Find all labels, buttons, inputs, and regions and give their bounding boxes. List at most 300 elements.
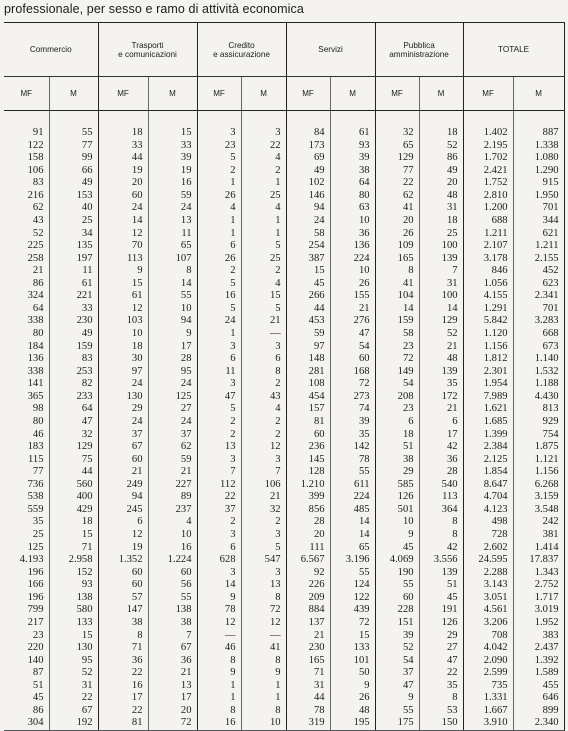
cell-credito-mf: 4 <box>197 202 241 215</box>
cell-pubblica-mf: 10 <box>375 516 419 529</box>
cell-servizi-mf: 856 <box>286 504 330 517</box>
cell-commercio-m: 44 <box>49 466 98 479</box>
cell-servizi-mf: 165 <box>286 655 330 668</box>
cell-trasporti-m: 125 <box>148 391 197 404</box>
cell-trasporti-m: 8 <box>148 265 197 278</box>
cell-servizi-m: 224 <box>330 253 375 266</box>
cell-trasporti-mf: 17 <box>98 692 148 705</box>
cell-totale-mf: 2.125 <box>463 454 513 467</box>
cell-totale-m: 1.211 <box>513 240 564 253</box>
cell-trasporti-m: 27 <box>148 403 197 416</box>
cell-totale-mf: 2.810 <box>463 190 513 203</box>
cell-commercio-m: 15 <box>49 630 98 643</box>
cell-commercio-m: 197 <box>49 253 98 266</box>
cell-credito-m: 25 <box>241 253 286 266</box>
cell-commercio-mf: 220 <box>27 642 44 654</box>
cell-credito-m: 32 <box>241 504 286 517</box>
cell-trasporti-mf: 147 <box>98 604 148 617</box>
cell-credito-mf: 3 <box>197 378 241 391</box>
spacer-row <box>4 111 564 128</box>
cell-servizi-mf: 78 <box>286 705 330 718</box>
cell-servizi-m: 63 <box>330 202 375 215</box>
cell-pubblica-m: 191 <box>419 604 463 617</box>
cell-trasporti-m: 19 <box>148 165 197 178</box>
table-row <box>4 705 564 718</box>
group-header-totale <box>463 23 564 77</box>
cell-credito-mf: 22 <box>197 491 241 504</box>
cell-pubblica-mf: 126 <box>375 491 419 504</box>
table-row <box>4 504 564 517</box>
cell-pubblica-mf: 149 <box>375 366 419 379</box>
cell-servizi-mf: 60 <box>286 429 330 442</box>
cell-pubblica-m: 126 <box>419 617 463 630</box>
cell-commercio-m: 130 <box>49 642 98 655</box>
cell-pubblica-mf: 29 <box>375 466 419 479</box>
cell-totale-mf: 498 <box>463 516 513 529</box>
cell-totale-m: 1.338 <box>513 140 564 153</box>
cell-credito-m: 3 <box>241 567 286 580</box>
cell-commercio-mf: 559 <box>27 503 44 515</box>
cell-commercio-m: 93 <box>49 579 98 592</box>
group-header-commercio <box>4 23 98 77</box>
cell-credito-mf: 24 <box>197 315 241 328</box>
table-row <box>4 529 564 542</box>
cell-servizi-mf: 1.210 <box>286 479 330 492</box>
cell-totale-mf: 708 <box>463 630 513 643</box>
cell-trasporti-m: 107 <box>148 253 197 266</box>
cell-commercio-m: 32 <box>49 429 98 442</box>
cell-credito-mf: 1 <box>197 228 241 241</box>
cell-totale-mf: 1.621 <box>463 403 513 416</box>
cell-trasporti-mf: 12 <box>98 303 148 316</box>
cell-servizi-mf: 6.567 <box>286 554 330 567</box>
cell-trasporti-m: 56 <box>148 579 197 592</box>
cell-pubblica-m: 42 <box>419 542 463 555</box>
cell-credito-m: — <box>241 328 286 341</box>
cell-credito-m: 21 <box>241 491 286 504</box>
cell-totale-mf: 1.211 <box>463 228 513 241</box>
cell-servizi-m: 72 <box>330 617 375 630</box>
cell-totale-mf: 846 <box>463 265 513 278</box>
cell-servizi-m: 74 <box>330 403 375 416</box>
cell-credito-mf: 3 <box>197 529 241 542</box>
cell-commercio-m: 67 <box>49 705 98 718</box>
cell-pubblica-mf: 52 <box>375 642 419 655</box>
cell-credito-m: 2 <box>241 378 286 391</box>
cell-pubblica-m: 150 <box>419 717 463 730</box>
cell-totale-mf: 2.288 <box>463 567 513 580</box>
cell-commercio-mf: 216 <box>27 189 44 201</box>
cell-totale-mf: 3.051 <box>463 592 513 605</box>
cell-credito-mf: 6 <box>197 542 241 555</box>
cell-trasporti-m: 24 <box>148 202 197 215</box>
cell-servizi-m: 276 <box>330 315 375 328</box>
sub-header-cell: MF <box>197 77 241 111</box>
cell-credito-m: 3 <box>241 341 286 354</box>
cell-credito-m: 7 <box>241 466 286 479</box>
cell-servizi-mf: 24 <box>286 215 330 228</box>
cell-credito-m: 25 <box>241 190 286 203</box>
cell-credito-mf: 14 <box>197 579 241 592</box>
cell-servizi-m: 65 <box>330 542 375 555</box>
cell-commercio-m: 52 <box>49 667 98 680</box>
group-header-label: Trasporti <box>131 40 164 50</box>
cell-credito-mf: 112 <box>197 479 241 492</box>
cell-totale-mf: 3.206 <box>463 617 513 630</box>
cell-credito-m: 4 <box>241 278 286 291</box>
cell-trasporti-mf: 18 <box>98 341 148 354</box>
cell-servizi-m: 15 <box>330 630 375 643</box>
cell-totale-mf: 2.107 <box>463 240 513 253</box>
group-header-label: e assicurazione <box>213 49 270 59</box>
cell-servizi-m: 122 <box>330 592 375 605</box>
table-row <box>4 592 564 605</box>
cell-trasporti-m: 65 <box>148 240 197 253</box>
cell-trasporti-m: 94 <box>148 315 197 328</box>
cell-servizi-mf: 84 <box>286 127 330 140</box>
cell-pubblica-mf: 38 <box>375 454 419 467</box>
cell-credito-mf: 5 <box>197 403 241 416</box>
cell-totale-mf: 8.647 <box>463 479 513 492</box>
group-header-servizi <box>286 23 375 77</box>
cell-trasporti-mf: 70 <box>98 240 148 253</box>
cell-trasporti-m: 20 <box>148 705 197 718</box>
cell-credito-mf: 1 <box>197 328 241 341</box>
cell-credito-mf: 13 <box>197 441 241 454</box>
sub-header-cell: MF <box>98 77 148 111</box>
cell-trasporti-mf: 10 <box>98 328 148 341</box>
cell-pubblica-m: 17 <box>419 429 463 442</box>
cell-commercio-m: 83 <box>49 353 98 366</box>
cell-pubblica-m: 31 <box>419 202 463 215</box>
cell-trasporti-mf: 81 <box>98 717 148 730</box>
cell-totale-mf: 728 <box>463 529 513 542</box>
cell-totale-m: 3.019 <box>513 604 564 617</box>
table-row <box>4 378 564 391</box>
cell-pubblica-m: 48 <box>419 353 463 366</box>
cell-servizi-mf: 94 <box>286 202 330 215</box>
cell-commercio-mf: 799 <box>27 604 44 616</box>
cell-totale-m: 17.837 <box>513 554 564 567</box>
cell-trasporti-m: 1.224 <box>148 554 197 567</box>
cell-pubblica-mf: 23 <box>375 403 419 416</box>
cell-totale-m: 3.548 <box>513 504 564 517</box>
cell-trasporti-mf: 113 <box>98 253 148 266</box>
cell-totale-m: 887 <box>513 127 564 140</box>
cell-trasporti-m: 36 <box>148 655 197 668</box>
cell-pubblica-m: 27 <box>419 642 463 655</box>
table-row <box>4 416 564 429</box>
table-row <box>4 403 564 416</box>
cell-totale-mf: 3.910 <box>463 717 513 730</box>
cell-commercio-m: 192 <box>49 717 98 730</box>
cell-pubblica-mf: 6 <box>375 416 419 429</box>
cell-commercio-m: 77 <box>49 140 98 153</box>
cell-servizi-m: 9 <box>330 680 375 693</box>
cell-credito-m: 12 <box>241 441 286 454</box>
cell-pubblica-mf: 54 <box>375 378 419 391</box>
cell-totale-m: 2.752 <box>513 579 564 592</box>
cell-servizi-m: 26 <box>330 692 375 705</box>
cell-totale-mf: 5.842 <box>463 315 513 328</box>
cell-totale-m: 1.140 <box>513 353 564 366</box>
cell-credito-mf: 5 <box>197 152 241 165</box>
cell-totale-m: 455 <box>513 680 564 693</box>
cell-servizi-mf: 45 <box>286 278 330 291</box>
cell-totale-m: 242 <box>513 516 564 529</box>
cell-commercio-m: 99 <box>49 152 98 165</box>
table-row <box>4 516 564 529</box>
cell-credito-mf: 9 <box>197 667 241 680</box>
cell-pubblica-m: 139 <box>419 253 463 266</box>
cell-totale-m: 2.437 <box>513 642 564 655</box>
cell-commercio-mf: 43 <box>32 214 44 226</box>
cell-credito-mf: 8 <box>197 705 241 718</box>
cell-credito-mf: 2 <box>197 516 241 529</box>
sub-header-cell: MF <box>4 77 49 111</box>
cell-commercio-mf: 217 <box>27 616 44 628</box>
cell-servizi-m: 21 <box>330 303 375 316</box>
cell-credito-m: 43 <box>241 391 286 404</box>
cell-credito-mf: 78 <box>197 604 241 617</box>
cell-trasporti-mf: 36 <box>98 655 148 668</box>
cell-commercio-mf: 158 <box>27 152 44 164</box>
cell-pubblica-mf: 190 <box>375 567 419 580</box>
cell-totale-m: 899 <box>513 705 564 718</box>
cell-commercio-m: 159 <box>49 341 98 354</box>
cell-credito-mf: 26 <box>197 190 241 203</box>
cell-servizi-mf: 49 <box>286 165 330 178</box>
cell-commercio-m: 133 <box>49 617 98 630</box>
cell-trasporti-mf: 60 <box>98 579 148 592</box>
cell-trasporti-mf: 20 <box>98 177 148 190</box>
statistics-table-sheet <box>4 22 564 729</box>
table-row <box>4 240 564 253</box>
cell-trasporti-m: 55 <box>148 290 197 303</box>
cell-credito-m: 547 <box>241 554 286 567</box>
cell-servizi-mf: 145 <box>286 454 330 467</box>
cell-pubblica-m: 21 <box>419 341 463 354</box>
cell-commercio-mf: 91 <box>32 127 44 138</box>
cell-totale-m: 1.121 <box>513 454 564 467</box>
cell-totale-m: 3.159 <box>513 491 564 504</box>
cell-pubblica-mf: 37 <box>375 667 419 680</box>
cell-pubblica-mf: 165 <box>375 253 419 266</box>
table-row <box>4 441 564 454</box>
cell-credito-m: 5 <box>241 542 286 555</box>
cell-trasporti-m: 17 <box>148 341 197 354</box>
cell-trasporti-mf: 14 <box>98 215 148 228</box>
cell-credito-m: 6 <box>241 353 286 366</box>
cell-totale-mf: 2.384 <box>463 441 513 454</box>
cell-credito-mf: 6 <box>197 240 241 253</box>
cell-credito-m: 4 <box>241 152 286 165</box>
cell-pubblica-m: 6 <box>419 416 463 429</box>
cell-pubblica-m: 35 <box>419 680 463 693</box>
cell-trasporti-mf: 1.352 <box>98 554 148 567</box>
cell-commercio-mf: 140 <box>27 654 44 666</box>
table-row <box>4 630 564 643</box>
cell-pubblica-mf: 32 <box>375 127 419 140</box>
cell-credito-m: 72 <box>241 604 286 617</box>
cell-servizi-mf: 102 <box>286 177 330 190</box>
cell-commercio-m: 230 <box>49 315 98 328</box>
cell-pubblica-mf: 228 <box>375 604 419 617</box>
cell-trasporti-m: 55 <box>148 592 197 605</box>
cell-credito-mf: 3 <box>197 454 241 467</box>
cell-totale-mf: 24.595 <box>463 554 513 567</box>
cell-commercio-mf: 196 <box>27 591 44 603</box>
cell-trasporti-mf: 22 <box>98 705 148 718</box>
cell-credito-m: 1 <box>241 177 286 190</box>
cell-commercio-mf: 25 <box>32 529 44 540</box>
cell-credito-m: 1 <box>241 215 286 228</box>
cell-credito-m: 12 <box>241 617 286 630</box>
cell-commercio-m: 580 <box>49 604 98 617</box>
cell-servizi-m: 55 <box>330 466 375 479</box>
cell-pubblica-m: 53 <box>419 705 463 718</box>
cell-trasporti-mf: 21 <box>98 466 148 479</box>
cell-trasporti-mf: 61 <box>98 290 148 303</box>
cell-servizi-m: 26 <box>330 278 375 291</box>
cell-trasporti-m: 21 <box>148 667 197 680</box>
cell-pubblica-mf: 62 <box>375 190 419 203</box>
table-row <box>4 253 564 266</box>
cell-commercio-m: 253 <box>49 366 98 379</box>
cell-pubblica-m: 139 <box>419 366 463 379</box>
cell-credito-mf: 5 <box>197 278 241 291</box>
cell-commercio-mf: 166 <box>27 579 44 591</box>
cell-servizi-mf: 69 <box>286 152 330 165</box>
cell-trasporti-m: 39 <box>148 152 197 165</box>
cell-pubblica-mf: 159 <box>375 315 419 328</box>
cell-totale-m: 2.155 <box>513 253 564 266</box>
cell-trasporti-m: 89 <box>148 491 197 504</box>
cell-trasporti-mf: 245 <box>98 504 148 517</box>
cell-totale-mf: 1.402 <box>463 127 513 140</box>
cell-totale-mf: 1.056 <box>463 278 513 291</box>
cell-pubblica-m: 139 <box>419 567 463 580</box>
cell-commercio-m: 71 <box>49 542 98 555</box>
cell-credito-m: 2 <box>241 265 286 278</box>
cell-credito-mf: 3 <box>197 567 241 580</box>
cell-credito-m: 2 <box>241 416 286 429</box>
cell-commercio-mf: 86 <box>32 704 44 716</box>
table-row <box>4 328 564 341</box>
table-header <box>4 23 564 111</box>
cell-credito-m: 4 <box>241 202 286 215</box>
cell-commercio-mf: 4.193 <box>19 554 44 566</box>
cell-totale-mf: 2.599 <box>463 667 513 680</box>
cell-commercio-m: 221 <box>49 290 98 303</box>
cell-totale-mf: 735 <box>463 680 513 693</box>
cell-credito-mf: 6 <box>197 353 241 366</box>
cell-credito-mf: — <box>197 630 241 643</box>
cell-commercio-mf: 225 <box>27 240 44 252</box>
sub-header-cell: MF <box>286 77 330 111</box>
cell-servizi-m: 39 <box>330 416 375 429</box>
cell-commercio-mf: 23 <box>32 629 44 641</box>
cell-pubblica-mf: 22 <box>375 177 419 190</box>
cell-commercio-mf: 51 <box>32 679 44 691</box>
sub-header-row <box>4 77 564 111</box>
table-row <box>4 454 564 467</box>
cell-pubblica-m: 18 <box>419 127 463 140</box>
cell-servizi-mf: 387 <box>286 253 330 266</box>
table-row <box>4 341 564 354</box>
cell-trasporti-mf: 71 <box>98 642 148 655</box>
cell-trasporti-m: 13 <box>148 680 197 693</box>
cell-credito-mf: 1 <box>197 215 241 228</box>
cell-totale-mf: 1.685 <box>463 416 513 429</box>
table-row <box>4 366 564 379</box>
cell-commercio-mf: 106 <box>27 164 44 176</box>
cell-totale-m: 4.430 <box>513 391 564 404</box>
cell-totale-m: 1.414 <box>513 542 564 555</box>
cell-commercio-mf: 87 <box>32 667 44 679</box>
table-row <box>4 165 564 178</box>
cell-trasporti-m: 37 <box>148 429 197 442</box>
table-row <box>4 579 564 592</box>
cell-servizi-m: 64 <box>330 177 375 190</box>
cell-commercio-mf: 80 <box>32 415 44 427</box>
cell-totale-m: 754 <box>513 429 564 442</box>
cell-totale-m: 1.950 <box>513 190 564 203</box>
cell-pubblica-mf: 45 <box>375 542 419 555</box>
cell-totale-m: 701 <box>513 202 564 215</box>
table-row <box>4 680 564 693</box>
cell-pubblica-mf: 39 <box>375 630 419 643</box>
cell-trasporti-mf: 57 <box>98 592 148 605</box>
cell-pubblica-m: 42 <box>419 441 463 454</box>
cell-pubblica-m: 35 <box>419 378 463 391</box>
cell-credito-m: 2 <box>241 429 286 442</box>
cell-servizi-mf: 97 <box>286 341 330 354</box>
cell-commercio-mf: 736 <box>27 478 44 490</box>
group-header-label: amministrazione <box>389 49 449 59</box>
group-header-row <box>4 23 564 77</box>
cell-totale-mf: 1.702 <box>463 152 513 165</box>
sub-header-cell: M <box>148 77 197 111</box>
table-row <box>4 228 564 241</box>
group-header-label: Servizi <box>318 45 343 54</box>
cell-commercio-m: 15 <box>49 529 98 542</box>
cell-servizi-mf: 28 <box>286 516 330 529</box>
cell-servizi-mf: 226 <box>286 579 330 592</box>
cell-credito-m: 8 <box>241 655 286 668</box>
cell-pubblica-mf: 65 <box>375 140 419 153</box>
cell-commercio-m: 82 <box>49 378 98 391</box>
table-row <box>4 542 564 555</box>
cell-pubblica-mf: 129 <box>375 152 419 165</box>
cell-pubblica-mf: 151 <box>375 617 419 630</box>
cell-servizi-m: 224 <box>330 491 375 504</box>
cell-pubblica-m: 8 <box>419 692 463 705</box>
cell-servizi-m: 78 <box>330 454 375 467</box>
cell-credito-m: 8 <box>241 705 286 718</box>
cell-trasporti-mf: 18 <box>98 127 148 140</box>
cell-trasporti-mf: 37 <box>98 429 148 442</box>
sub-header-cell: M <box>49 77 98 111</box>
sub-header-cell: M <box>513 77 564 111</box>
cell-commercio-m: 49 <box>49 177 98 190</box>
cell-credito-m: 8 <box>241 592 286 605</box>
cell-commercio-m: 129 <box>49 441 98 454</box>
cell-servizi-mf: 59 <box>286 328 330 341</box>
table-row <box>4 642 564 655</box>
cell-totale-mf: 1.291 <box>463 303 513 316</box>
cell-credito-m: 1 <box>241 228 286 241</box>
